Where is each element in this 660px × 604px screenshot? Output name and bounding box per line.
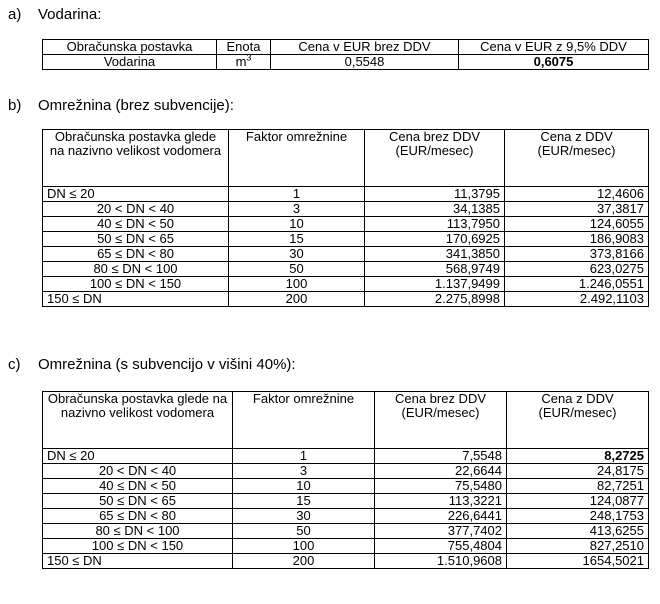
header-price-gross: Cena z DDV (EUR/mesec): [505, 130, 649, 187]
omreznina-table-c: [42, 391, 649, 569]
cell-item: 80 ≤ DN < 100: [43, 262, 229, 277]
cell-net: 341,3850: [365, 247, 505, 262]
header-item: Obračunska postavka: [43, 40, 217, 55]
cell-gross: 1654,5021: [507, 554, 649, 569]
vodarina-table: [42, 39, 649, 70]
header-factor: Faktor omrežnine: [229, 130, 365, 187]
header-item: Obračunska postavka glede na nazivno velikost vodomera: [43, 392, 233, 449]
section-c-letter: c): [8, 356, 21, 373]
cell-gross: 413,6255: [507, 524, 649, 539]
table-row: [43, 554, 649, 569]
cell-gross: 827,2510: [507, 539, 649, 554]
cell-factor: 10: [233, 479, 375, 494]
cell-net: 7,5548: [375, 449, 507, 464]
cell-gross: 82,7251: [507, 479, 649, 494]
cell-net: 755,4804: [375, 539, 507, 554]
cell-item: 50 ≤ DN < 65: [43, 232, 229, 247]
cell-factor: 50: [233, 524, 375, 539]
section-c-heading: [8, 356, 296, 374]
table-row: [43, 524, 649, 539]
cell-factor: 1: [229, 187, 365, 202]
cell-factor: 1: [233, 449, 375, 464]
cell-item: Vodarina: [43, 55, 217, 70]
cell-gross: 1.246,0551: [505, 277, 649, 292]
vodarina-row: [43, 55, 649, 70]
section-b-letter: b): [8, 97, 22, 114]
header-price-gross: Cena v EUR z 9,5% DDV: [459, 40, 649, 55]
omreznina-table-b: [42, 129, 649, 307]
cell-gross: 12,4606: [505, 187, 649, 202]
cell-net: 1.137,9499: [365, 277, 505, 292]
cell-net: 2.275,8998: [365, 292, 505, 307]
unit-superscript: 3: [246, 54, 252, 63]
cell-factor: 200: [233, 554, 375, 569]
cell-net: 568,9749: [365, 262, 505, 277]
cell-gross: 124,0877: [507, 494, 649, 509]
cell-factor: 3: [229, 202, 365, 217]
cell-net: 377,7402: [375, 524, 507, 539]
cell-net: 226,6441: [375, 509, 507, 524]
table-row: [43, 247, 649, 262]
section-b-title: Omrežnina (brez subvencije):: [38, 97, 234, 114]
cell-item: 50 ≤ DN < 65: [43, 494, 233, 509]
cell-factor: 100: [233, 539, 375, 554]
cell-item: 150 ≤ DN: [43, 292, 229, 307]
cell-price-net: 0,5548: [271, 55, 459, 70]
cell-gross: 373,8166: [505, 247, 649, 262]
header-unit: Enota: [217, 40, 271, 55]
cell-item: 40 ≤ DN < 50: [43, 217, 229, 232]
cell-factor: 100: [229, 277, 365, 292]
cell-factor: 30: [233, 509, 375, 524]
cell-gross: 8,2725: [507, 449, 649, 464]
vodarina-header-row: [43, 40, 649, 55]
cell-item: 65 ≤ DN < 80: [43, 247, 229, 262]
header-price-net: Cena brez DDV (EUR/mesec): [365, 130, 505, 187]
cell-net: 22,6644: [375, 464, 507, 479]
cell-gross: 37,3817: [505, 202, 649, 217]
cell-item: 20 < DN < 40: [43, 202, 229, 217]
cell-item: 20 < DN < 40: [43, 464, 233, 479]
cell-factor: 50: [229, 262, 365, 277]
table-row: [43, 232, 649, 247]
header-price-net: Cena v EUR brez DDV: [271, 40, 459, 55]
header-price-gross: Cena z DDV (EUR/mesec): [507, 392, 649, 449]
header-price-net: Cena brez DDV (EUR/mesec): [375, 392, 507, 449]
table-row: [43, 262, 649, 277]
table-c-header-row: [43, 392, 649, 449]
cell-factor: 15: [229, 232, 365, 247]
table-row: [43, 202, 649, 217]
section-a-title: Vodarina:: [38, 6, 102, 23]
cell-gross: 124,6055: [505, 217, 649, 232]
table-row: [43, 449, 649, 464]
cell-factor: 10: [229, 217, 365, 232]
cell-factor: 15: [233, 494, 375, 509]
table-row: [43, 187, 649, 202]
header-item: Obračunska postavka glede na nazivno velikost vodomera: [43, 130, 229, 187]
cell-item: DN ≤ 20: [43, 187, 229, 202]
table-row: [43, 539, 649, 554]
section-a-heading: [8, 6, 101, 24]
cell-net: 113,3221: [375, 494, 507, 509]
cell-gross: 2.492,1103: [505, 292, 649, 307]
cell-gross: 24,8175: [507, 464, 649, 479]
cell-item: 150 ≤ DN: [43, 554, 233, 569]
cell-item: 80 ≤ DN < 100: [43, 524, 233, 539]
section-a-letter: a): [8, 6, 22, 23]
unit-text: m: [235, 54, 247, 69]
cell-gross: 623,0275: [505, 262, 649, 277]
cell-factor: 200: [229, 292, 365, 307]
section-c-title: Omrežnina (s subvencijo v višini 40%):: [38, 356, 296, 373]
cell-net: 170,6925: [365, 232, 505, 247]
cell-net: 113,7950: [365, 217, 505, 232]
table-row: [43, 217, 649, 232]
cell-gross: 248,1753: [507, 509, 649, 524]
cell-net: 75,5480: [375, 479, 507, 494]
cell-item: 100 ≤ DN < 150: [43, 277, 229, 292]
cell-net: 34,1385: [365, 202, 505, 217]
cell-item: 40 ≤ DN < 50: [43, 479, 233, 494]
table-row: [43, 479, 649, 494]
cell-item: DN ≤ 20: [43, 449, 233, 464]
cell-factor: 3: [233, 464, 375, 479]
table-row: [43, 277, 649, 292]
cell-unit: [217, 55, 271, 70]
table-row: [43, 494, 649, 509]
table-row: [43, 464, 649, 479]
cell-net: 11,3795: [365, 187, 505, 202]
cell-item: 100 ≤ DN < 150: [43, 539, 233, 554]
cell-item: 65 ≤ DN < 80: [43, 509, 233, 524]
section-b-heading: [8, 97, 234, 115]
cell-net: 1.510,9608: [375, 554, 507, 569]
header-factor: Faktor omrežnine: [233, 392, 375, 449]
table-row: [43, 509, 649, 524]
cell-gross: 186,9083: [505, 232, 649, 247]
table-b-header-row: [43, 130, 649, 187]
cell-price-gross: 0,6075: [459, 55, 649, 70]
table-row: [43, 292, 649, 307]
cell-factor: 30: [229, 247, 365, 262]
